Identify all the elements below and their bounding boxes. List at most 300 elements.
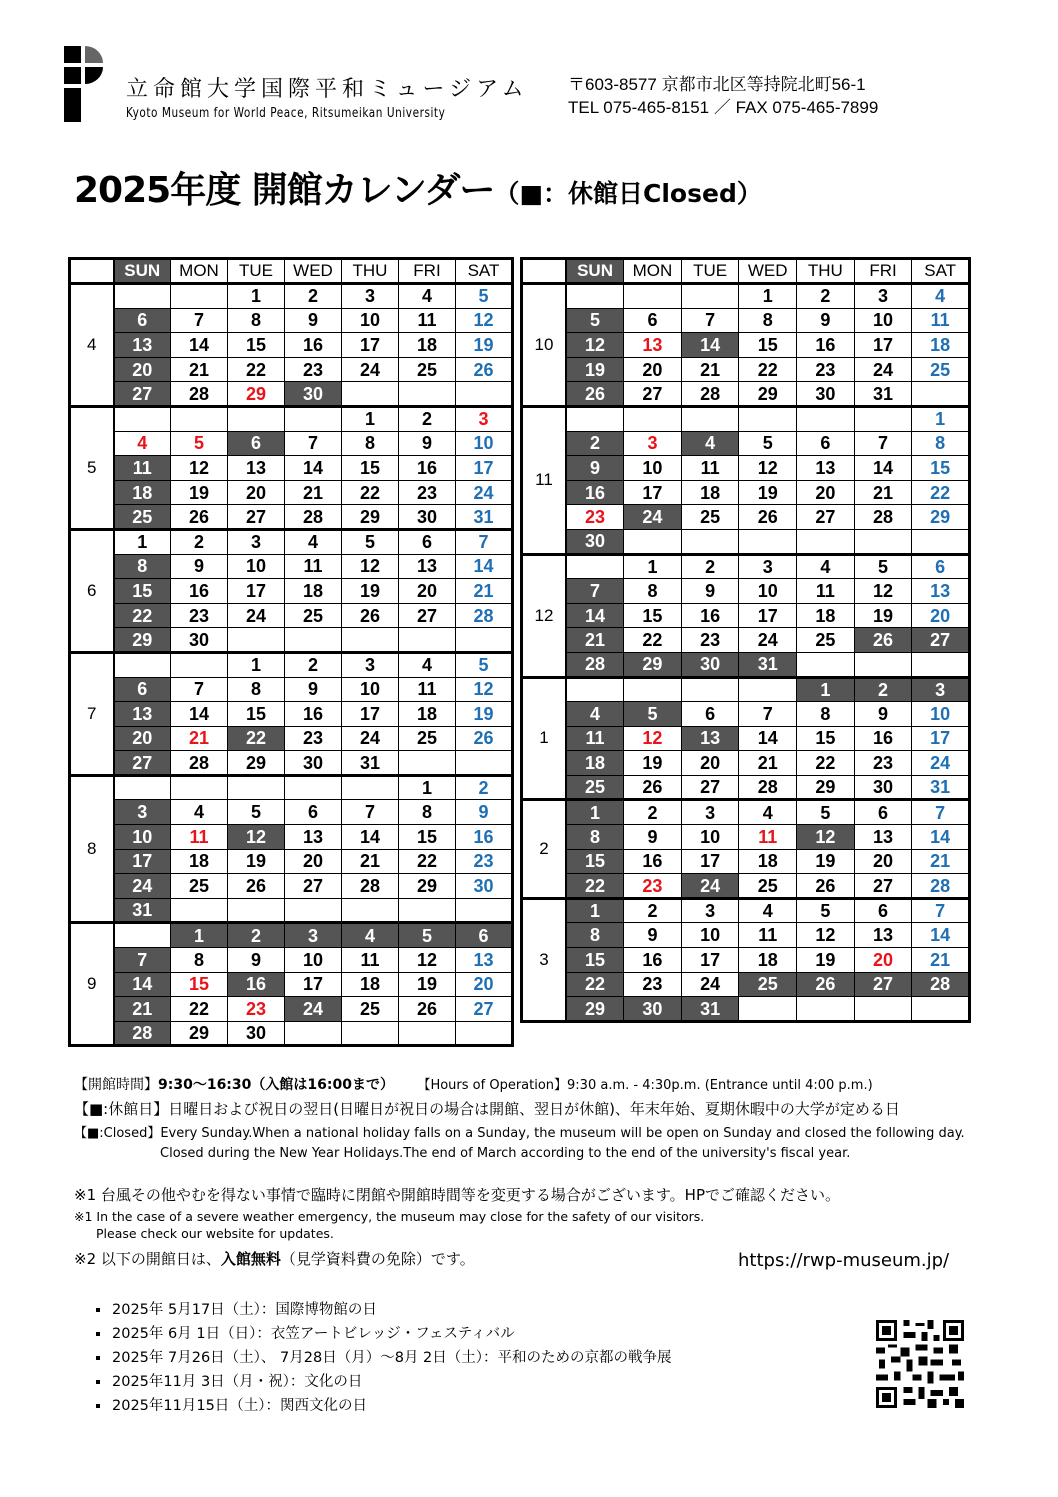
day-cell: 14 <box>342 825 399 850</box>
empty-cell <box>456 628 513 653</box>
day-cell: 16 <box>171 579 228 604</box>
empty-cell <box>399 898 456 923</box>
day-cell: 20 <box>624 357 682 382</box>
day-cell: 3 <box>228 529 285 554</box>
day-cell: 24 <box>342 357 399 382</box>
hours-en: 【Hours of Operation】9:30 a.m. - 4:30p.m. (Entrance until 4:00 p.m.) <box>423 1078 873 1093</box>
day-cell: 10 <box>228 554 285 579</box>
week-row <box>522 480 970 505</box>
day-cell: 21 <box>566 628 624 653</box>
day-cell: 21 <box>114 997 171 1022</box>
day-cell: 12 <box>566 333 624 358</box>
day-cell: 16 <box>681 603 739 628</box>
day-cell: 7 <box>854 431 912 456</box>
free-note-prefix: ※2 以下の開館日は、 <box>74 1250 221 1268</box>
day-cell: 11 <box>566 726 624 751</box>
empty-cell <box>228 406 285 431</box>
week-row <box>522 652 970 677</box>
day-cell: 24 <box>456 480 513 505</box>
day-cell: 7 <box>456 529 513 554</box>
day-cell: 25 <box>399 726 456 751</box>
day-cell: 9 <box>399 431 456 456</box>
day-cell: 30 <box>171 628 228 653</box>
calendar-apr-sep <box>68 257 514 1047</box>
day-cell: 7 <box>342 800 399 825</box>
day-cell: 17 <box>456 456 513 481</box>
list-item <box>96 1298 672 1322</box>
day-cell: 19 <box>566 357 624 382</box>
day-cell: 15 <box>797 726 855 751</box>
day-cell: 7 <box>114 948 171 973</box>
day-cell: 6 <box>285 800 342 825</box>
day-cell: 13 <box>854 923 912 948</box>
week-row <box>70 333 513 358</box>
day-cell: 9 <box>228 948 285 973</box>
website-link[interactable]: https://rwp-museum.jp/ <box>738 1250 950 1271</box>
day-cell: 3 <box>912 677 970 702</box>
closed-days-en <box>74 1124 965 1164</box>
day-cell: 4 <box>399 284 456 309</box>
empty-cell <box>171 284 228 309</box>
week-row <box>522 529 970 554</box>
day-cell: 14 <box>456 554 513 579</box>
day-cell: 1 <box>566 800 624 825</box>
day-cell: 29 <box>342 505 399 530</box>
day-cell: 23 <box>681 628 739 653</box>
week-row <box>70 406 513 431</box>
day-cell: 9 <box>624 923 682 948</box>
empty-cell <box>681 284 739 309</box>
day-cell: 24 <box>285 997 342 1022</box>
week-row <box>70 480 513 505</box>
phone-fax: TEL 075-465-8151 ／ FAX 075-465-7899 <box>568 98 879 117</box>
empty-cell <box>456 898 513 923</box>
empty-cell <box>342 775 399 800</box>
day-cell: 17 <box>854 333 912 358</box>
day-cell: 6 <box>114 308 171 333</box>
day-cell: 23 <box>285 357 342 382</box>
day-cell: 11 <box>681 456 739 481</box>
day-cell: 23 <box>228 997 285 1022</box>
day-cell: 21 <box>854 480 912 505</box>
week-row <box>522 726 970 751</box>
day-cell: 19 <box>456 702 513 727</box>
day-cell: 29 <box>228 382 285 407</box>
day-cell: 21 <box>912 849 970 874</box>
day-cell: 22 <box>566 972 624 997</box>
day-cell: 8 <box>228 677 285 702</box>
day-cell: 3 <box>342 652 399 677</box>
day-cell: 24 <box>342 726 399 751</box>
week-row <box>70 579 513 604</box>
empty-cell <box>681 406 739 431</box>
day-cell: 23 <box>797 357 855 382</box>
qr-code-icon[interactable] <box>876 1320 964 1408</box>
day-cell: 12 <box>456 308 513 333</box>
day-cell: 14 <box>171 702 228 727</box>
week-row <box>70 456 513 481</box>
empty-cell <box>456 1021 513 1046</box>
day-cell: 5 <box>739 431 797 456</box>
day-cell: 2 <box>171 529 228 554</box>
week-row <box>522 677 970 702</box>
day-cell: 4 <box>797 554 855 579</box>
day-cell: 26 <box>456 357 513 382</box>
day-cell: 1 <box>228 284 285 309</box>
day-cell: 26 <box>854 628 912 653</box>
day-cell: 11 <box>739 825 797 850</box>
week-row <box>70 505 513 530</box>
day-cell: 8 <box>228 308 285 333</box>
week-row <box>70 948 513 973</box>
day-cell: 17 <box>681 849 739 874</box>
day-cell: 6 <box>854 898 912 923</box>
day-cell: 5 <box>399 923 456 948</box>
week-row <box>522 849 970 874</box>
weekday-header-sun: SUN <box>114 259 171 284</box>
day-cell: 25 <box>566 775 624 800</box>
free-days-list <box>96 1298 672 1418</box>
week-row <box>70 677 513 702</box>
week-row <box>522 997 970 1022</box>
day-cell: 24 <box>854 357 912 382</box>
day-cell: 5 <box>624 702 682 727</box>
day-cell: 30 <box>456 874 513 899</box>
day-cell: 23 <box>624 874 682 899</box>
day-cell: 14 <box>912 923 970 948</box>
day-cell: 6 <box>624 308 682 333</box>
week-row <box>70 628 513 653</box>
day-cell: 1 <box>624 554 682 579</box>
day-cell: 30 <box>399 505 456 530</box>
day-cell: 22 <box>912 480 970 505</box>
week-row <box>522 751 970 776</box>
day-cell: 1 <box>566 898 624 923</box>
day-cell: 28 <box>285 505 342 530</box>
header-blank <box>522 259 566 284</box>
day-cell: 18 <box>114 480 171 505</box>
day-cell: 1 <box>171 923 228 948</box>
day-cell: 18 <box>681 480 739 505</box>
day-cell: 30 <box>285 751 342 776</box>
day-cell: 31 <box>456 505 513 530</box>
day-cell: 28 <box>566 652 624 677</box>
day-cell: 7 <box>171 677 228 702</box>
day-cell: 25 <box>285 603 342 628</box>
day-cell: 1 <box>739 284 797 309</box>
week-row <box>522 579 970 604</box>
day-cell: 28 <box>342 874 399 899</box>
empty-cell <box>912 382 970 407</box>
week-row <box>70 431 513 456</box>
free-note-bold: 入館無料 <box>220 1250 281 1268</box>
week-row <box>70 751 513 776</box>
day-cell: 13 <box>114 702 171 727</box>
week-row <box>70 284 513 309</box>
day-cell: 4 <box>171 800 228 825</box>
month-label: 8 <box>70 775 114 923</box>
day-cell: 14 <box>114 972 171 997</box>
week-row <box>70 726 513 751</box>
day-cell: 7 <box>912 800 970 825</box>
empty-cell <box>624 406 682 431</box>
day-cell: 9 <box>566 456 624 481</box>
day-cell: 13 <box>456 948 513 973</box>
day-cell: 28 <box>681 382 739 407</box>
day-cell: 27 <box>854 874 912 899</box>
day-cell: 23 <box>854 751 912 776</box>
month-label: 3 <box>522 898 566 1021</box>
day-cell: 26 <box>342 603 399 628</box>
weekday-header-thu: THU <box>797 259 855 284</box>
logo-mark-icon <box>64 46 104 122</box>
closed-en-line1: 【■:Closed】Every Sunday.When a national holiday falls on a Sunday, the museum will be open on Sunday and closed the following day. <box>74 1126 965 1141</box>
day-cell: 24 <box>114 874 171 899</box>
day-cell: 7 <box>285 431 342 456</box>
day-cell: 6 <box>797 431 855 456</box>
day-cell: 14 <box>912 825 970 850</box>
day-cell: 25 <box>171 874 228 899</box>
day-cell: 22 <box>797 751 855 776</box>
empty-cell <box>456 382 513 407</box>
week-row <box>522 357 970 382</box>
day-cell: 14 <box>566 603 624 628</box>
day-cell: 18 <box>399 333 456 358</box>
day-cell: 10 <box>456 431 513 456</box>
day-cell: 23 <box>171 603 228 628</box>
day-cell: 22 <box>171 997 228 1022</box>
empty-cell <box>342 898 399 923</box>
day-cell: 2 <box>624 898 682 923</box>
day-cell: 14 <box>739 726 797 751</box>
week-row <box>70 529 513 554</box>
day-cell: 2 <box>456 775 513 800</box>
week-row <box>70 357 513 382</box>
day-cell: 17 <box>285 972 342 997</box>
day-cell: 28 <box>171 382 228 407</box>
day-cell: 7 <box>681 308 739 333</box>
day-cell: 8 <box>739 308 797 333</box>
day-cell: 4 <box>342 923 399 948</box>
day-cell: 18 <box>912 333 970 358</box>
day-cell: 3 <box>681 800 739 825</box>
day-cell: 28 <box>739 775 797 800</box>
day-cell: 19 <box>342 579 399 604</box>
day-cell: 16 <box>456 825 513 850</box>
day-cell: 30 <box>228 1021 285 1046</box>
day-cell: 11 <box>399 308 456 333</box>
day-cell: 16 <box>797 333 855 358</box>
day-cell: 29 <box>566 997 624 1022</box>
month-label: 10 <box>522 284 566 407</box>
day-cell: 18 <box>566 751 624 776</box>
day-cell: 10 <box>854 308 912 333</box>
empty-cell <box>739 677 797 702</box>
day-cell: 15 <box>566 849 624 874</box>
day-cell: 20 <box>285 849 342 874</box>
empty-cell <box>797 652 855 677</box>
day-cell: 10 <box>342 308 399 333</box>
day-cell: 11 <box>797 579 855 604</box>
day-cell: 10 <box>681 825 739 850</box>
day-cell: 13 <box>285 825 342 850</box>
bullet-icon <box>96 1308 100 1312</box>
day-cell: 16 <box>285 333 342 358</box>
week-row <box>522 505 970 530</box>
week-row <box>522 775 970 800</box>
bullet-icon <box>96 1356 100 1360</box>
day-cell: 1 <box>228 652 285 677</box>
week-row <box>70 849 513 874</box>
week-row <box>522 800 970 825</box>
month-label: 5 <box>70 406 114 529</box>
day-cell: 2 <box>854 677 912 702</box>
weekday-header-fri: FRI <box>399 259 456 284</box>
day-cell: 29 <box>912 505 970 530</box>
week-row <box>522 923 970 948</box>
day-cell: 9 <box>681 579 739 604</box>
day-cell: 11 <box>399 677 456 702</box>
day-cell: 12 <box>171 456 228 481</box>
empty-cell <box>854 997 912 1022</box>
week-row <box>70 554 513 579</box>
day-cell: 25 <box>681 505 739 530</box>
day-cell: 8 <box>624 579 682 604</box>
empty-cell <box>854 652 912 677</box>
day-cell: 24 <box>681 874 739 899</box>
day-cell: 5 <box>797 800 855 825</box>
day-cell: 12 <box>456 677 513 702</box>
day-cell: 22 <box>114 603 171 628</box>
day-cell: 3 <box>114 800 171 825</box>
month-label: 9 <box>70 923 114 1046</box>
empty-cell <box>854 406 912 431</box>
day-cell: 3 <box>285 923 342 948</box>
day-cell: 21 <box>456 579 513 604</box>
week-row <box>522 702 970 727</box>
day-cell: 14 <box>285 456 342 481</box>
empty-cell <box>797 997 855 1022</box>
title-legend: （■：休館日Closed） <box>494 179 762 208</box>
day-cell: 27 <box>797 505 855 530</box>
empty-cell <box>342 382 399 407</box>
day-cell: 2 <box>399 406 456 431</box>
weekday-header-sun: SUN <box>566 259 624 284</box>
day-cell: 8 <box>797 702 855 727</box>
day-cell: 16 <box>285 702 342 727</box>
day-cell: 4 <box>739 898 797 923</box>
day-cell: 15 <box>624 603 682 628</box>
day-cell: 26 <box>456 726 513 751</box>
weather-en-line1: ※1 In the case of a severe weather emergency, the museum may close for the safety of our visitors. <box>74 1209 705 1224</box>
day-cell: 20 <box>912 603 970 628</box>
weekday-header-wed: WED <box>285 259 342 284</box>
week-row <box>70 898 513 923</box>
month-label: 12 <box>522 554 566 677</box>
day-cell: 8 <box>912 431 970 456</box>
day-cell: 5 <box>342 529 399 554</box>
day-cell: 16 <box>624 849 682 874</box>
day-cell: 20 <box>797 480 855 505</box>
day-cell: 13 <box>228 456 285 481</box>
empty-cell <box>624 284 682 309</box>
empty-cell <box>912 529 970 554</box>
day-cell: 9 <box>285 677 342 702</box>
week-row <box>522 628 970 653</box>
day-cell: 2 <box>285 284 342 309</box>
header-blank <box>70 259 114 284</box>
day-cell: 23 <box>566 505 624 530</box>
day-cell: 14 <box>854 456 912 481</box>
weekday-header-mon: MON <box>624 259 682 284</box>
empty-cell <box>739 406 797 431</box>
empty-cell <box>114 406 171 431</box>
empty-cell <box>114 652 171 677</box>
empty-cell <box>797 406 855 431</box>
day-cell: 24 <box>624 505 682 530</box>
day-cell: 26 <box>797 972 855 997</box>
week-row <box>70 603 513 628</box>
day-cell: 15 <box>399 825 456 850</box>
week-row <box>522 603 970 628</box>
empty-cell <box>171 652 228 677</box>
org-name-jp: 立命館大学国際平和ミュージアム <box>126 77 529 102</box>
day-cell: 26 <box>624 775 682 800</box>
closed-en-line2: Closed during the New Year Holidays.The end of March according to the end of the university's fiscal year. <box>160 1146 851 1161</box>
day-cell: 26 <box>566 382 624 407</box>
day-cell: 7 <box>912 898 970 923</box>
weather-en-line2: Please check our website for updates. <box>96 1226 334 1241</box>
day-cell: 10 <box>624 456 682 481</box>
free-day-text: 2025年 5月17日（土）：国際博物館の日 <box>112 1302 377 1318</box>
day-cell: 29 <box>114 628 171 653</box>
day-cell: 24 <box>681 972 739 997</box>
day-cell: 21 <box>285 480 342 505</box>
month-label: 1 <box>522 677 566 800</box>
day-cell: 12 <box>797 825 855 850</box>
day-cell: 29 <box>797 775 855 800</box>
day-cell: 22 <box>228 726 285 751</box>
day-cell: 23 <box>399 480 456 505</box>
day-cell: 19 <box>171 480 228 505</box>
day-cell: 4 <box>114 431 171 456</box>
empty-cell <box>285 775 342 800</box>
org-name-en: Kyoto Museum for World Peace, Ritsumeikan University <box>126 106 446 121</box>
day-cell: 10 <box>912 702 970 727</box>
empty-cell <box>566 284 624 309</box>
day-cell: 13 <box>624 333 682 358</box>
day-cell: 28 <box>456 603 513 628</box>
day-cell: 2 <box>566 431 624 456</box>
day-cell: 22 <box>739 357 797 382</box>
empty-cell <box>171 775 228 800</box>
day-cell: 26 <box>739 505 797 530</box>
day-cell: 6 <box>114 677 171 702</box>
empty-cell <box>228 898 285 923</box>
weather-note-en <box>74 1208 704 1242</box>
day-cell: 19 <box>797 948 855 973</box>
day-cell: 8 <box>342 431 399 456</box>
day-cell: 15 <box>912 456 970 481</box>
day-cell: 10 <box>114 825 171 850</box>
empty-cell <box>624 529 682 554</box>
day-cell: 7 <box>171 308 228 333</box>
day-cell: 24 <box>228 603 285 628</box>
weather-note-jp: ※1 台風その他やむを得ない事情で臨時に閉館や開館時間等を変更する場合がございます。HPでご確認ください。 <box>74 1186 841 1204</box>
day-cell: 3 <box>342 284 399 309</box>
day-cell: 1 <box>912 406 970 431</box>
day-cell: 19 <box>399 972 456 997</box>
